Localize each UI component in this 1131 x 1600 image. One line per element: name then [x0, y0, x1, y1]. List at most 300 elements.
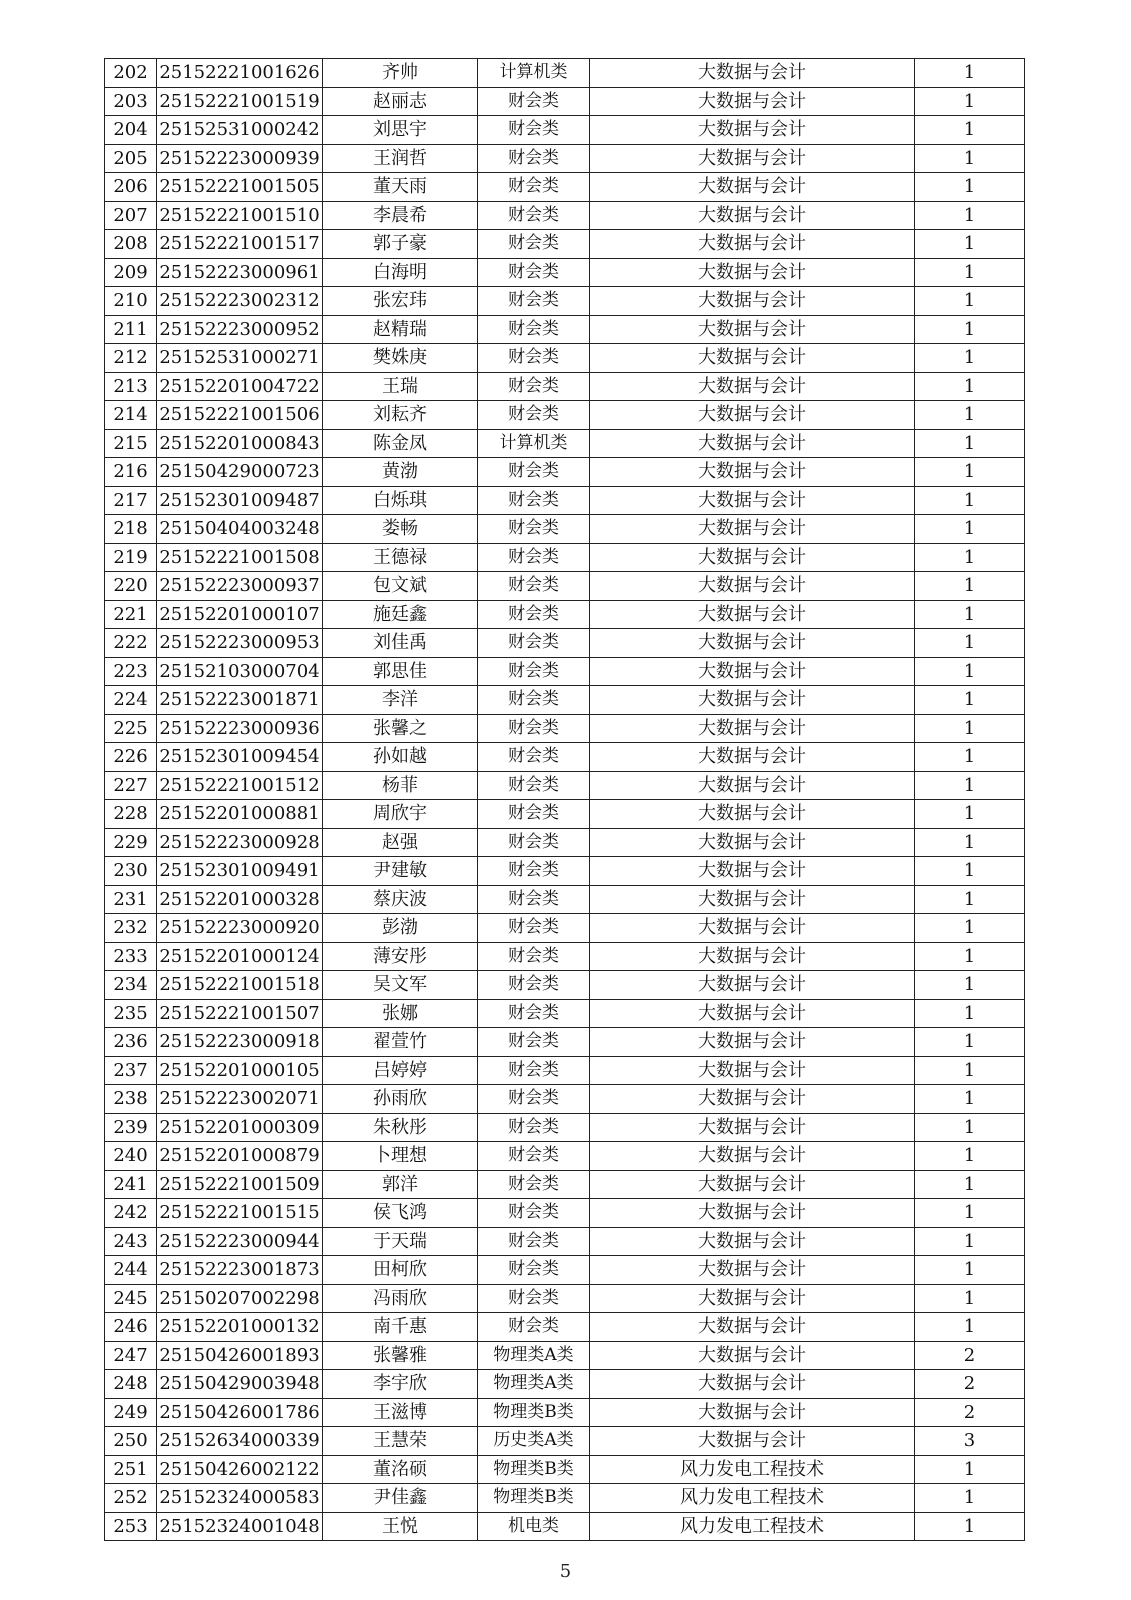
row-number-cell: 207 [105, 201, 157, 230]
row-number-cell: 216 [105, 458, 157, 487]
choice-cell: 2 [915, 1370, 1025, 1399]
subject-category-cell: 财会类 [478, 258, 590, 287]
table-row [105, 885, 1025, 914]
row-number-cell: 251 [105, 1455, 157, 1484]
student-name-cell: 郭子豪 [323, 230, 478, 259]
subject-category-cell: 财会类 [478, 1284, 590, 1313]
major-cell: 大数据与会计 [590, 743, 915, 772]
subject-category-cell: 物理类B类 [478, 1398, 590, 1427]
subject-category-cell: 财会类 [478, 629, 590, 658]
table-row [105, 857, 1025, 886]
row-number-cell: 228 [105, 800, 157, 829]
major-cell: 大数据与会计 [590, 1113, 915, 1142]
student-name-cell: 李宇欣 [323, 1370, 478, 1399]
candidate-id-cell: 25152223000937 [157, 572, 323, 601]
major-cell: 大数据与会计 [590, 800, 915, 829]
candidate-id-cell: 25152223001873 [157, 1256, 323, 1285]
candidate-id-cell: 25152531000271 [157, 344, 323, 373]
student-name-cell: 周欣宇 [323, 800, 478, 829]
choice-cell: 1 [915, 629, 1025, 658]
major-cell: 大数据与会计 [590, 971, 915, 1000]
major-cell: 大数据与会计 [590, 258, 915, 287]
choice-cell: 1 [915, 771, 1025, 800]
student-name-cell: 南千惠 [323, 1313, 478, 1342]
candidate-id-cell: 25152201000328 [157, 885, 323, 914]
table-row [105, 1484, 1025, 1513]
candidate-id-cell: 25152103000704 [157, 657, 323, 686]
student-name-cell: 李洋 [323, 686, 478, 715]
subject-category-cell: 财会类 [478, 1256, 590, 1285]
table-row [105, 173, 1025, 202]
major-cell: 大数据与会计 [590, 1170, 915, 1199]
candidate-id-cell: 25152201004722 [157, 372, 323, 401]
major-cell: 大数据与会计 [590, 59, 915, 88]
row-number-cell: 242 [105, 1199, 157, 1228]
choice-cell: 1 [915, 885, 1025, 914]
major-cell: 大数据与会计 [590, 885, 915, 914]
student-name-cell: 刘佳禹 [323, 629, 478, 658]
choice-cell: 1 [915, 1142, 1025, 1171]
student-name-cell: 王德禄 [323, 543, 478, 572]
table-row [105, 144, 1025, 173]
table-row [105, 1313, 1025, 1342]
choice-cell: 1 [915, 315, 1025, 344]
student-name-cell: 赵强 [323, 828, 478, 857]
subject-category-cell: 财会类 [478, 1028, 590, 1057]
student-name-cell: 朱秋彤 [323, 1113, 478, 1142]
major-cell: 大数据与会计 [590, 572, 915, 601]
student-name-cell: 李晨希 [323, 201, 478, 230]
row-number-cell: 212 [105, 344, 157, 373]
subject-category-cell: 财会类 [478, 1199, 590, 1228]
choice-cell: 1 [915, 800, 1025, 829]
row-number-cell: 230 [105, 857, 157, 886]
candidate-id-cell: 25152221001510 [157, 201, 323, 230]
table-row [105, 1056, 1025, 1085]
subject-category-cell: 财会类 [478, 1085, 590, 1114]
student-name-cell: 齐帅 [323, 59, 478, 88]
subject-category-cell: 财会类 [478, 1313, 590, 1342]
major-cell: 大数据与会计 [590, 657, 915, 686]
student-name-cell: 白海明 [323, 258, 478, 287]
major-cell: 大数据与会计 [590, 458, 915, 487]
table-row [105, 714, 1025, 743]
candidate-id-cell: 25152223000936 [157, 714, 323, 743]
student-name-cell: 薄安彤 [323, 942, 478, 971]
candidate-id-cell: 25152221001519 [157, 87, 323, 116]
row-number-cell: 240 [105, 1142, 157, 1171]
major-cell: 风力发电工程技术 [590, 1484, 915, 1513]
table-row [105, 1398, 1025, 1427]
major-cell: 大数据与会计 [590, 87, 915, 116]
candidate-id-cell: 25150404003248 [157, 515, 323, 544]
candidate-id-cell: 25152301009491 [157, 857, 323, 886]
candidate-id-cell: 25152223002071 [157, 1085, 323, 1114]
major-cell: 大数据与会计 [590, 1398, 915, 1427]
major-cell: 大数据与会计 [590, 1028, 915, 1057]
choice-cell: 1 [915, 572, 1025, 601]
choice-cell: 1 [915, 87, 1025, 116]
candidate-id-cell: 25152223000918 [157, 1028, 323, 1057]
row-number-cell: 252 [105, 1484, 157, 1513]
table-row [105, 230, 1025, 259]
choice-cell: 1 [915, 515, 1025, 544]
choice-cell: 1 [915, 828, 1025, 857]
major-cell: 风力发电工程技术 [590, 1455, 915, 1484]
row-number-cell: 218 [105, 515, 157, 544]
row-number-cell: 238 [105, 1085, 157, 1114]
row-number-cell: 202 [105, 59, 157, 88]
table-row [105, 87, 1025, 116]
table-row [105, 258, 1025, 287]
table-row [105, 914, 1025, 943]
major-cell: 大数据与会计 [590, 1056, 915, 1085]
row-number-cell: 204 [105, 116, 157, 145]
choice-cell: 1 [915, 743, 1025, 772]
student-name-cell: 于天瑞 [323, 1227, 478, 1256]
subject-category-cell: 财会类 [478, 287, 590, 316]
row-number-cell: 210 [105, 287, 157, 316]
table-row [105, 1142, 1025, 1171]
row-number-cell: 244 [105, 1256, 157, 1285]
table-row [105, 372, 1025, 401]
student-name-cell: 蔡庆波 [323, 885, 478, 914]
row-number-cell: 245 [105, 1284, 157, 1313]
choice-cell: 1 [915, 857, 1025, 886]
candidate-id-cell: 25152201000309 [157, 1113, 323, 1142]
subject-category-cell: 财会类 [478, 914, 590, 943]
row-number-cell: 217 [105, 486, 157, 515]
choice-cell: 1 [915, 458, 1025, 487]
row-number-cell: 220 [105, 572, 157, 601]
major-cell: 大数据与会计 [590, 344, 915, 373]
subject-category-cell: 财会类 [478, 173, 590, 202]
candidate-id-cell: 25152221001518 [157, 971, 323, 1000]
major-cell: 大数据与会计 [590, 1284, 915, 1313]
row-number-cell: 206 [105, 173, 157, 202]
candidate-id-cell: 25152223001871 [157, 686, 323, 715]
major-cell: 大数据与会计 [590, 230, 915, 259]
candidate-id-cell: 25152201000105 [157, 1056, 323, 1085]
table-row [105, 1199, 1025, 1228]
table-row [105, 942, 1025, 971]
row-number-cell: 235 [105, 999, 157, 1028]
student-name-cell: 侯飞鸿 [323, 1199, 478, 1228]
row-number-cell: 203 [105, 87, 157, 116]
table-row [105, 999, 1025, 1028]
major-cell: 大数据与会计 [590, 486, 915, 515]
table-row [105, 629, 1025, 658]
candidate-id-cell: 25150426001893 [157, 1341, 323, 1370]
major-cell: 大数据与会计 [590, 401, 915, 430]
candidate-id-cell: 25152223002312 [157, 287, 323, 316]
choice-cell: 1 [915, 1256, 1025, 1285]
choice-cell: 1 [915, 1170, 1025, 1199]
student-name-cell: 黄渤 [323, 458, 478, 487]
major-cell: 大数据与会计 [590, 999, 915, 1028]
candidate-id-cell: 25152221001506 [157, 401, 323, 430]
major-cell: 大数据与会计 [590, 1370, 915, 1399]
student-name-cell: 孙雨欣 [323, 1085, 478, 1114]
major-cell: 大数据与会计 [590, 201, 915, 230]
table-row [105, 686, 1025, 715]
student-name-cell: 彭渤 [323, 914, 478, 943]
choice-cell: 1 [915, 1227, 1025, 1256]
candidate-id-cell: 25152223000920 [157, 914, 323, 943]
row-number-cell: 214 [105, 401, 157, 430]
student-name-cell: 王慧荣 [323, 1427, 478, 1456]
subject-category-cell: 财会类 [478, 572, 590, 601]
choice-cell: 1 [915, 543, 1025, 572]
subject-category-cell: 财会类 [478, 657, 590, 686]
subject-category-cell: 财会类 [478, 942, 590, 971]
row-number-cell: 227 [105, 771, 157, 800]
candidate-id-cell: 25152221001507 [157, 999, 323, 1028]
student-name-cell: 张馨雅 [323, 1341, 478, 1370]
choice-cell: 2 [915, 1398, 1025, 1427]
table-row [105, 572, 1025, 601]
subject-category-cell: 财会类 [478, 857, 590, 886]
choice-cell: 1 [915, 1484, 1025, 1513]
major-cell: 大数据与会计 [590, 857, 915, 886]
student-name-cell: 娄畅 [323, 515, 478, 544]
table-row [105, 1455, 1025, 1484]
student-name-cell: 田柯欣 [323, 1256, 478, 1285]
table-row [105, 1085, 1025, 1114]
row-number-cell: 223 [105, 657, 157, 686]
table-row [105, 600, 1025, 629]
subject-category-cell: 财会类 [478, 1170, 590, 1199]
candidate-id-cell: 25152531000242 [157, 116, 323, 145]
major-cell: 大数据与会计 [590, 1313, 915, 1342]
table-row [105, 486, 1025, 515]
major-cell: 大数据与会计 [590, 429, 915, 458]
choice-cell: 1 [915, 1313, 1025, 1342]
candidate-id-cell: 25152201000879 [157, 1142, 323, 1171]
choice-cell: 1 [915, 942, 1025, 971]
subject-category-cell: 财会类 [478, 800, 590, 829]
choice-cell: 1 [915, 1085, 1025, 1114]
major-cell: 大数据与会计 [590, 315, 915, 344]
row-number-cell: 250 [105, 1427, 157, 1456]
subject-category-cell: 物理类B类 [478, 1455, 590, 1484]
major-cell: 风力发电工程技术 [590, 1512, 915, 1541]
student-name-cell: 赵丽志 [323, 87, 478, 116]
choice-cell: 3 [915, 1427, 1025, 1456]
student-name-cell: 樊姝庚 [323, 344, 478, 373]
major-cell: 大数据与会计 [590, 144, 915, 173]
candidate-id-cell: 25152201000124 [157, 942, 323, 971]
student-name-cell: 白烁琪 [323, 486, 478, 515]
choice-cell: 1 [915, 1199, 1025, 1228]
student-name-cell: 卜理想 [323, 1142, 478, 1171]
row-number-cell: 241 [105, 1170, 157, 1199]
major-cell: 大数据与会计 [590, 543, 915, 572]
subject-category-cell: 财会类 [478, 230, 590, 259]
subject-category-cell: 财会类 [478, 116, 590, 145]
subject-category-cell: 财会类 [478, 714, 590, 743]
major-cell: 大数据与会计 [590, 287, 915, 316]
table-row [105, 116, 1025, 145]
subject-category-cell: 计算机类 [478, 429, 590, 458]
subject-category-cell: 财会类 [478, 144, 590, 173]
table-row [105, 1427, 1025, 1456]
roster-body [105, 59, 1025, 1541]
choice-cell: 1 [915, 686, 1025, 715]
row-number-cell: 248 [105, 1370, 157, 1399]
choice-cell: 1 [915, 173, 1025, 202]
student-name-cell: 包文斌 [323, 572, 478, 601]
row-number-cell: 236 [105, 1028, 157, 1057]
major-cell: 大数据与会计 [590, 173, 915, 202]
student-name-cell: 尹建敏 [323, 857, 478, 886]
table-row [105, 429, 1025, 458]
subject-category-cell: 财会类 [478, 971, 590, 1000]
student-name-cell: 张宏玮 [323, 287, 478, 316]
candidate-id-cell: 25152223000953 [157, 629, 323, 658]
major-cell: 大数据与会计 [590, 942, 915, 971]
table-row [105, 1341, 1025, 1370]
row-number-cell: 226 [105, 743, 157, 772]
candidate-id-cell: 25152324000583 [157, 1484, 323, 1513]
subject-category-cell: 财会类 [478, 1056, 590, 1085]
subject-category-cell: 物理类B类 [478, 1484, 590, 1513]
subject-category-cell: 财会类 [478, 600, 590, 629]
student-name-cell: 郭洋 [323, 1170, 478, 1199]
subject-category-cell: 财会类 [478, 201, 590, 230]
row-number-cell: 249 [105, 1398, 157, 1427]
student-name-cell: 王滋博 [323, 1398, 478, 1427]
row-number-cell: 215 [105, 429, 157, 458]
choice-cell: 1 [915, 1113, 1025, 1142]
table-row [105, 287, 1025, 316]
choice-cell: 1 [915, 1056, 1025, 1085]
choice-cell: 1 [915, 1512, 1025, 1541]
table-row [105, 543, 1025, 572]
candidate-id-cell: 25152223000952 [157, 315, 323, 344]
candidate-id-cell: 25152221001515 [157, 1199, 323, 1228]
student-name-cell: 尹佳鑫 [323, 1484, 478, 1513]
table-row [105, 59, 1025, 88]
table-row [105, 743, 1025, 772]
student-name-cell: 董天雨 [323, 173, 478, 202]
student-name-cell: 赵精瑞 [323, 315, 478, 344]
choice-cell: 1 [915, 258, 1025, 287]
candidate-id-cell: 25152221001512 [157, 771, 323, 800]
major-cell: 大数据与会计 [590, 116, 915, 145]
candidate-id-cell: 25152223000928 [157, 828, 323, 857]
row-number-cell: 219 [105, 543, 157, 572]
subject-category-cell: 物理类A类 [478, 1341, 590, 1370]
student-name-cell: 吴文军 [323, 971, 478, 1000]
table-row [105, 458, 1025, 487]
student-name-cell: 郭思佳 [323, 657, 478, 686]
candidate-id-cell: 25150426001786 [157, 1398, 323, 1427]
table-row [105, 401, 1025, 430]
choice-cell: 1 [915, 401, 1025, 430]
major-cell: 大数据与会计 [590, 600, 915, 629]
row-number-cell: 229 [105, 828, 157, 857]
table-row [105, 515, 1025, 544]
subject-category-cell: 财会类 [478, 1113, 590, 1142]
subject-category-cell: 机电类 [478, 1512, 590, 1541]
subject-category-cell: 财会类 [478, 828, 590, 857]
row-number-cell: 209 [105, 258, 157, 287]
choice-cell: 1 [915, 999, 1025, 1028]
candidate-id-cell: 25152201000132 [157, 1313, 323, 1342]
candidate-id-cell: 25152324001048 [157, 1512, 323, 1541]
row-number-cell: 211 [105, 315, 157, 344]
choice-cell: 1 [915, 971, 1025, 1000]
student-name-cell: 王悦 [323, 1512, 478, 1541]
candidate-id-cell: 25152201000843 [157, 429, 323, 458]
student-name-cell: 吕婷婷 [323, 1056, 478, 1085]
table-row [105, 800, 1025, 829]
table-row [105, 1256, 1025, 1285]
choice-cell: 1 [915, 59, 1025, 88]
subject-category-cell: 物理类A类 [478, 1370, 590, 1399]
table-row [105, 1028, 1025, 1057]
candidate-id-cell: 25152223000961 [157, 258, 323, 287]
subject-category-cell: 财会类 [478, 372, 590, 401]
candidate-id-cell: 25152221001517 [157, 230, 323, 259]
subject-category-cell: 财会类 [478, 1142, 590, 1171]
table-row [105, 828, 1025, 857]
subject-category-cell: 财会类 [478, 885, 590, 914]
student-name-cell: 刘耘齐 [323, 401, 478, 430]
major-cell: 大数据与会计 [590, 1227, 915, 1256]
student-name-cell: 张馨之 [323, 714, 478, 743]
candidate-id-cell: 25150429003948 [157, 1370, 323, 1399]
table-row [105, 201, 1025, 230]
student-name-cell: 刘思宇 [323, 116, 478, 145]
major-cell: 大数据与会计 [590, 1341, 915, 1370]
candidate-id-cell: 25152634000339 [157, 1427, 323, 1456]
row-number-cell: 222 [105, 629, 157, 658]
major-cell: 大数据与会计 [590, 515, 915, 544]
row-number-cell: 232 [105, 914, 157, 943]
choice-cell: 1 [915, 144, 1025, 173]
candidate-id-cell: 25152223000939 [157, 144, 323, 173]
subject-category-cell: 历史类A类 [478, 1427, 590, 1456]
subject-category-cell: 财会类 [478, 543, 590, 572]
choice-cell: 2 [915, 1341, 1025, 1370]
choice-cell: 1 [915, 486, 1025, 515]
choice-cell: 1 [915, 657, 1025, 686]
row-number-cell: 247 [105, 1341, 157, 1370]
subject-category-cell: 财会类 [478, 686, 590, 715]
choice-cell: 1 [915, 372, 1025, 401]
subject-category-cell: 财会类 [478, 999, 590, 1028]
choice-cell: 1 [915, 429, 1025, 458]
subject-category-cell: 财会类 [478, 344, 590, 373]
candidate-id-cell: 25150207002298 [157, 1284, 323, 1313]
row-number-cell: 224 [105, 686, 157, 715]
candidate-id-cell: 25152221001509 [157, 1170, 323, 1199]
choice-cell: 1 [915, 116, 1025, 145]
table-row [105, 1113, 1025, 1142]
subject-category-cell: 财会类 [478, 771, 590, 800]
row-number-cell: 205 [105, 144, 157, 173]
table-row [105, 1170, 1025, 1199]
admission-roster-table [104, 58, 1025, 1541]
major-cell: 大数据与会计 [590, 714, 915, 743]
choice-cell: 1 [915, 600, 1025, 629]
student-name-cell: 施廷鑫 [323, 600, 478, 629]
table-row [105, 657, 1025, 686]
choice-cell: 1 [915, 1455, 1025, 1484]
major-cell: 大数据与会计 [590, 828, 915, 857]
